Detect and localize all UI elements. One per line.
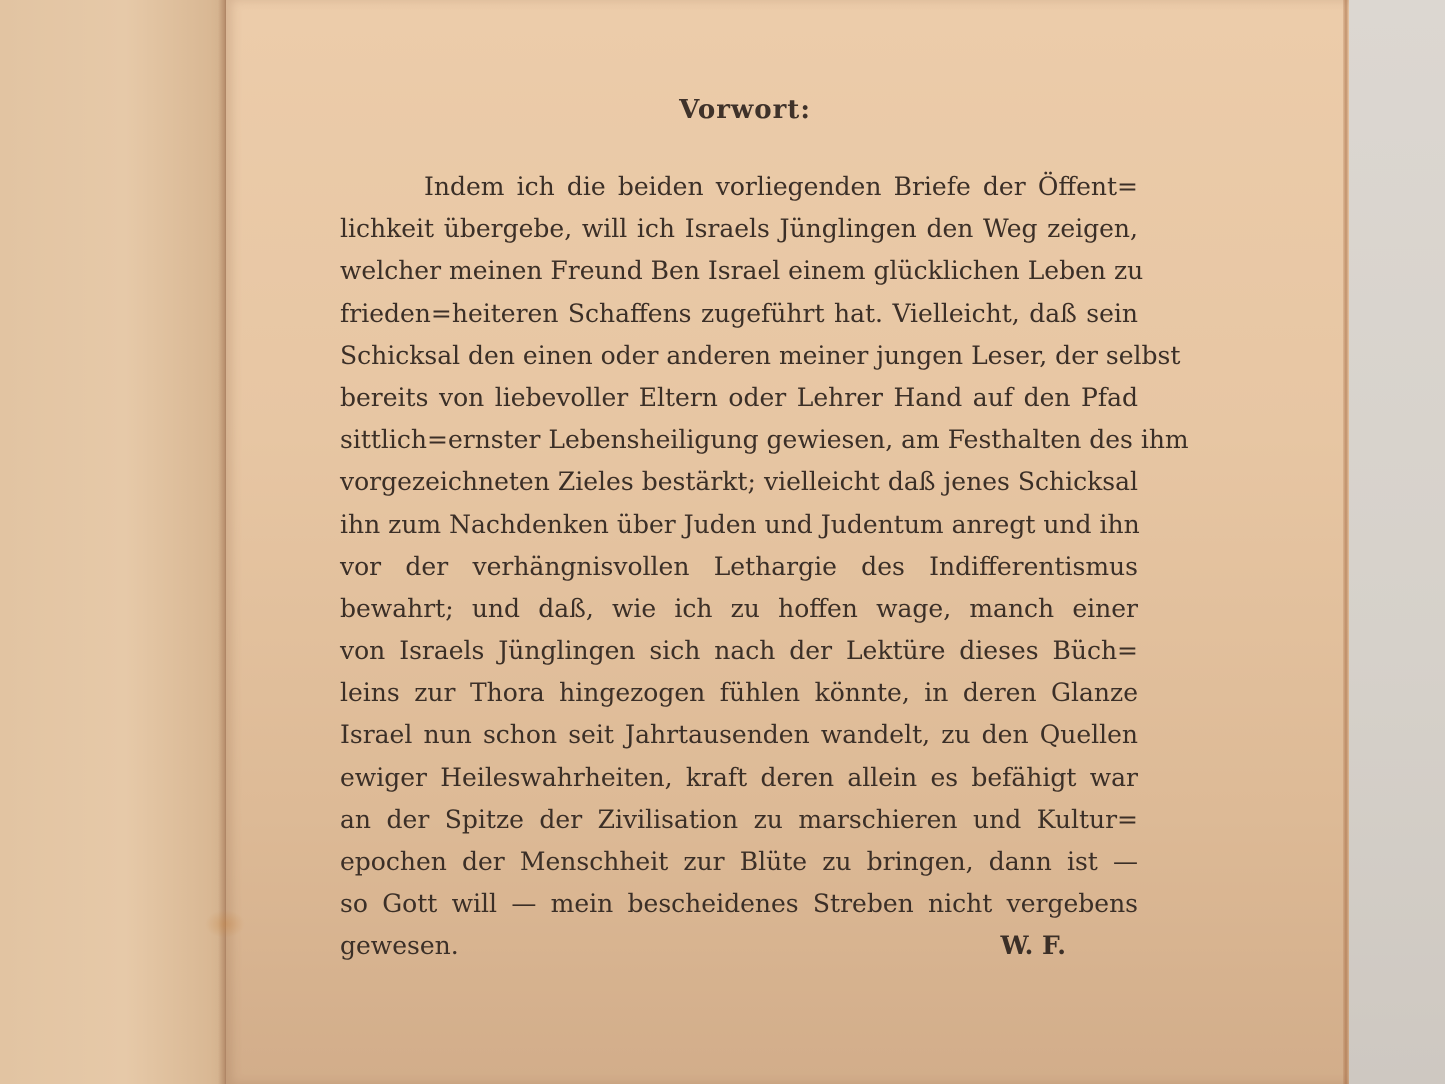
- text-line: leins zur Thora hingezogen fühlen könnte, in deren Glanze: [340, 678, 1138, 708]
- text-line: vor der verhängnisvollen Lethargie des Indifferentismus: [340, 551, 1138, 581]
- page-heading: Vorwort:: [679, 95, 811, 125]
- text-line: so Gott will — mein bescheidenes Streben nicht vergebens: [340, 889, 1138, 919]
- preface-text-block: [340, 92, 1189, 968]
- text-line: von Israels Jünglingen sich nach der Lektüre dieses Büch=: [340, 636, 1138, 666]
- text-line: Indem ich die beiden vorliegenden Briefe der Öffent=: [424, 172, 1138, 201]
- text-line: ewiger Heileswahrheiten, kraft deren allein es befähigt war: [340, 762, 1138, 792]
- text-line: bereits von liebevoller Eltern oder Lehrer Hand auf den Pfad: [340, 382, 1138, 412]
- background-surface: [1349, 0, 1445, 1084]
- text-line: epochen der Menschheit zur Blüte zu bringen, dann ist —: [340, 847, 1138, 876]
- left-book-page: [0, 0, 228, 1084]
- text-line: lichkeit übergebe, will ich Israels Jünglingen den Weg zeigen,: [340, 214, 1138, 244]
- text-line: Israel nun schon seit Jahrtausenden wandelt, zu den Quellen: [340, 720, 1138, 750]
- text-line: Schicksal den einen oder anderen meiner jungen Leser, der selbst: [340, 340, 1181, 370]
- text-line-last: [340, 925, 1138, 967]
- text-line: frieden=heiteren Schaffens zugeführt hat. Vielleicht, daß sein: [340, 298, 1138, 328]
- text-line: an der Spitze der Zivilisation zu marschieren und Kultur=: [340, 804, 1138, 834]
- paper-stain: [205, 910, 245, 938]
- author-signature: W. F.: [1000, 931, 1066, 961]
- text-line: sittlich=ernster Lebensheiligung gewiesen, am Festhalten des ihm: [340, 425, 1189, 455]
- text-line: gewesen.: [340, 931, 459, 961]
- text-line: bewahrt; und daß, wie ich zu hoffen wage, manch einer: [340, 593, 1138, 623]
- text-line: ihn zum Nachdenken über Juden und Judentum anregt und ihn: [340, 509, 1140, 539]
- text-line: vorgezeichneten Zieles bestärkt; vielleicht daß jenes Schicksal: [340, 467, 1138, 497]
- text-line: welcher meinen Freund Ben Israel einem glücklichen Leben zu: [340, 256, 1144, 286]
